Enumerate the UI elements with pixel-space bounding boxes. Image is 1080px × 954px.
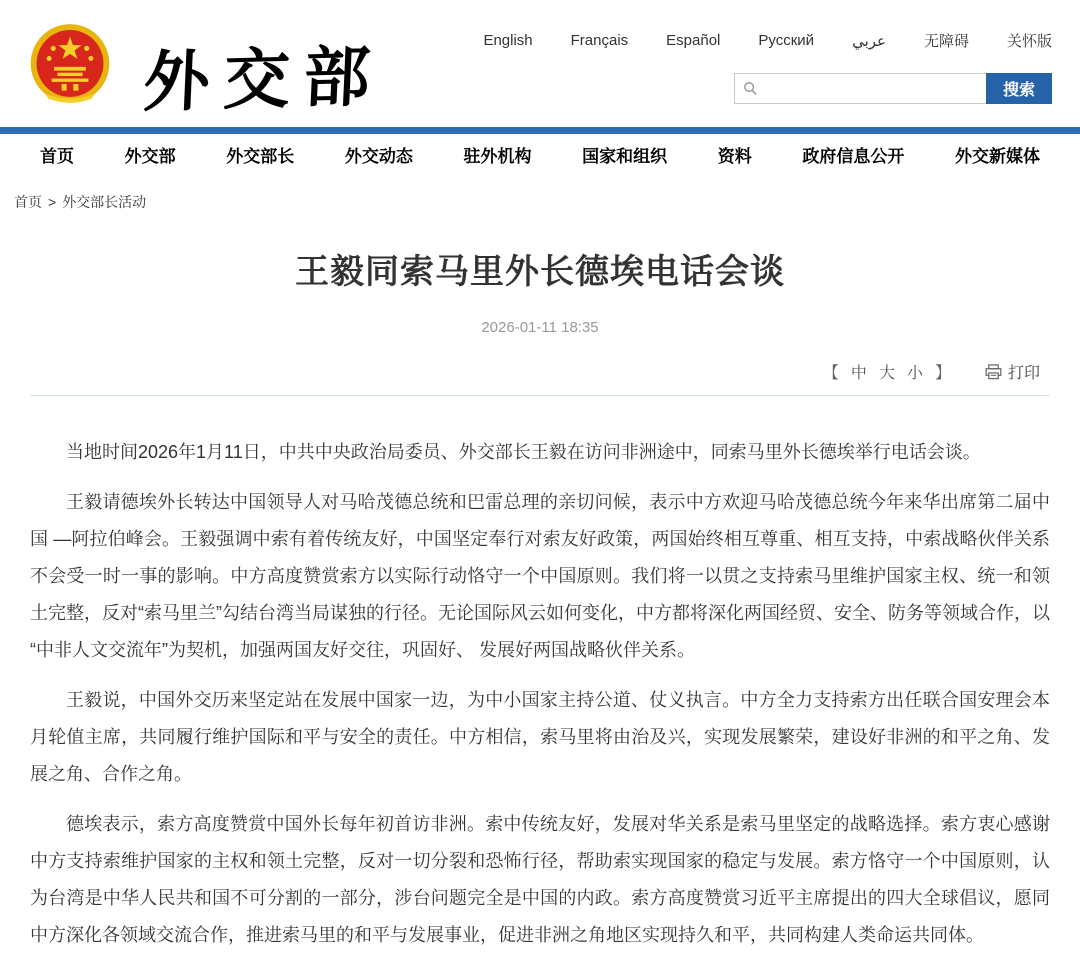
search-button[interactable]: 搜索 [986, 73, 1052, 104]
search-area [734, 73, 1052, 104]
font-size-large-button[interactable]: 大 [878, 365, 895, 382]
article-body [30, 434, 1050, 954]
lang-link-francais[interactable]: Français [570, 32, 629, 49]
lang-link-care-version[interactable]: 关怀版 [1006, 33, 1052, 50]
breadcrumb-current: 外交部长活动 [62, 194, 147, 210]
nav-item-countries-organizations[interactable]: 国家和组织 [582, 146, 668, 166]
print-button[interactable] [985, 360, 1040, 383]
article-divider [30, 395, 1050, 396]
search-icon [743, 81, 758, 96]
article-tools [30, 360, 1050, 383]
article-paragraph: 德埃表示，索方高度赞赏中国外长每年初首访非洲。索中传统友好，发展对华关系是索马里坚定的战略选择。索方衷心感谢中方支持索维护国家的主权和领土完整，反对一切分裂和恐怖行径，帮助索实现国家的稳定与发展。索方恪守一个中国原则，认为台湾是中华人民共和国不可分割的一部分，涉台问题完全是中国的内政。索方高度赞赏习近平主席提出的四大全球倡议，愿同中方深化各领域交流合作，推进索马里的和平与发展事业，促进非洲之角地区实现持久和平，共同构建人类命运共同体。 [30, 814, 1050, 945]
font-size-close-bracket: 】 [934, 365, 951, 382]
article-paragraph: 王毅说，中国外交历来坚定站在发展中国家一边，为中小国家主持公道、仗义执言。中方全力支持索方出任联合国安理会本月轮值主席，共同履行维护国际和平与安全的责任。中方相信，索马里将由治及兴，实现发展繁荣，建设好非洲的和平之角、发展之角、合作之角。 [30, 690, 1050, 784]
search-box [734, 73, 986, 104]
lang-link-english[interactable]: English [483, 32, 533, 49]
site-brand[interactable] [28, 18, 384, 127]
nav-top-accent-bar [0, 127, 1080, 134]
article-container [0, 244, 1080, 954]
main-navigation [0, 134, 1080, 174]
nav-item-government-info[interactable]: 政府信息公开 [802, 146, 905, 166]
breadcrumb [0, 174, 1080, 212]
calligraphy-logo: 外交部 [141, 36, 386, 122]
breadcrumb-home-link[interactable]: 首页 [14, 194, 42, 210]
national-emblem-icon [28, 20, 112, 112]
nav-item-resources[interactable]: 资料 [717, 146, 752, 166]
nav-item-ministry[interactable]: 外交部 [124, 146, 176, 166]
nav-item-missions-abroad[interactable]: 驻外机构 [463, 146, 532, 166]
article-paragraph: 当地时间2026年1月11日，中共中央政治局委员、外交部长王毅在访问非洲途中，同索马里外长德埃举行电话会谈。 [66, 442, 981, 462]
article-datetime: 2026-01-11 18:35 [481, 319, 599, 336]
breadcrumb-separator: > [48, 194, 57, 210]
lang-link-russian[interactable]: Русский [758, 32, 815, 49]
font-size-medium-button[interactable]: 中 [850, 365, 867, 382]
lang-link-accessibility[interactable]: 无障碍 [923, 33, 969, 50]
print-button-label: 打印 [1007, 365, 1040, 382]
nav-item-new-media[interactable]: 外交新媒体 [955, 146, 1040, 166]
font-size-small-button[interactable]: 小 [906, 365, 923, 382]
nav-item-diplomatic-activities[interactable]: 外交动态 [344, 146, 413, 166]
font-size-controls [823, 360, 951, 383]
article-title: 王毅同索马里外长德埃电话会谈 [295, 253, 785, 291]
lang-link-arabic[interactable]: عربي [852, 32, 886, 50]
language-links [483, 30, 1052, 51]
nav-item-foreign-minister[interactable]: 外交部长 [226, 146, 295, 166]
article-paragraph: 王毅请德埃外长转达中国领导人对马哈茂德总统和巴雷总理的亲切问候，表示中方欢迎马哈茂德总统今年来华出席第二届中国 —阿拉伯峰会。王毅强调中索有着传统友好，中国坚定奉行对索友好政策，两国始终相互尊重、相互支持，中索战略伙伴关系不会受一时一事的影响。中方高度赞赏索方以实际行动恪守一个中国原则。我们将一以贯之支持索马里维护国家主权、统一和领土完整，反对“索马里兰”勾结台湾当局谋独的行径。无论国际风云如何变化，中方都将深化两国经贸、安全、防务等领域合作，以“中非人文交流年”为契机，加强两国友好交往，巩固好、 发展好两国战略伙伴关系。 [30, 492, 1050, 660]
site-header [0, 0, 1080, 127]
nav-item-home[interactable]: 首页 [40, 146, 74, 166]
header-right [483, 18, 1052, 127]
printer-icon [985, 364, 1002, 380]
lang-link-espanol[interactable]: Español [666, 32, 721, 49]
font-size-open-bracket: 【 [822, 365, 839, 382]
search-input[interactable] [758, 74, 986, 103]
